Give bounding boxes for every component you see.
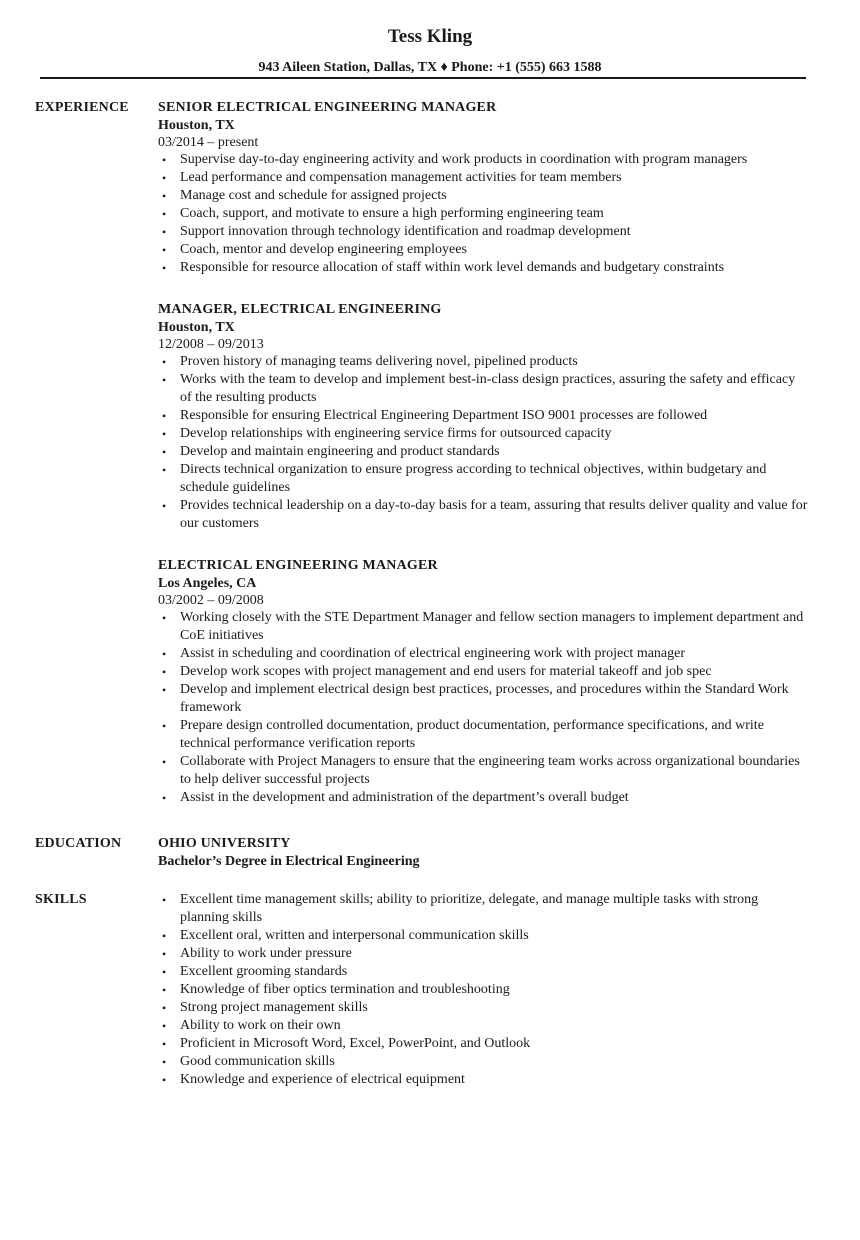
bullet-icon: • bbox=[162, 153, 167, 167]
bullet-icon: • bbox=[162, 373, 167, 387]
skill-item bbox=[158, 981, 808, 999]
job-title: MANAGER, ELECTRICAL ENGINEERING bbox=[158, 302, 442, 317]
bullet-icon: • bbox=[162, 1055, 167, 1069]
bullet-icon: • bbox=[162, 719, 167, 733]
bullet-icon: • bbox=[162, 611, 167, 625]
bullet-text: Coach, support, and motivate to ensure a high performing engineering team bbox=[180, 206, 604, 221]
bullet-icon: • bbox=[162, 225, 167, 239]
school-name: OHIO UNIVERSITY bbox=[158, 836, 291, 851]
bullet-icon: • bbox=[162, 189, 167, 203]
skill-text: Excellent oral, written and interpersonal communication skills bbox=[180, 928, 529, 943]
skill-item bbox=[158, 927, 808, 945]
bullet-text: Develop and implement electrical design best practices, processes, and procedures within the Standard Work framework bbox=[180, 682, 789, 715]
bullet-text: Assist in the development and administration of the department’s overall budget bbox=[180, 790, 629, 805]
bullet-item bbox=[158, 241, 808, 259]
skills-body bbox=[158, 891, 808, 1089]
job-location: Houston, TX bbox=[158, 118, 235, 133]
bullet-item bbox=[158, 789, 808, 807]
skill-text: Excellent grooming standards bbox=[180, 964, 348, 979]
bullet-icon: • bbox=[162, 647, 167, 661]
job-bullets bbox=[158, 151, 808, 277]
skill-item bbox=[158, 1035, 808, 1053]
bullet-icon: • bbox=[162, 983, 167, 997]
bullet-icon: • bbox=[162, 1001, 167, 1015]
bullet-icon: • bbox=[162, 893, 167, 907]
bullet-item bbox=[158, 151, 808, 169]
job-dates: 12/2008 – 09/2013 bbox=[158, 337, 264, 352]
bullet-text: Responsible for ensuring Electrical Engineering Department ISO 9001 processes are followed bbox=[180, 408, 708, 423]
job-bullets bbox=[158, 609, 808, 807]
bullet-text: Collaborate with Project Managers to ensure that the engineering team works across organizational boundaries to help deliver successful projects bbox=[180, 754, 800, 787]
bullet-icon: • bbox=[162, 755, 167, 769]
bullet-item bbox=[158, 461, 808, 497]
bullet-text: Working closely with the STE Department Manager and fellow section managers to implement department and CoE initiatives bbox=[180, 610, 804, 643]
bullet-icon: • bbox=[162, 463, 167, 477]
bullet-text: Directs technical organization to ensure progress according to technical objectives, within budgetary and schedule guidelines bbox=[180, 462, 767, 495]
skill-text: Knowledge of fiber optics termination and troubleshooting bbox=[180, 982, 510, 997]
section-label-skills: SKILLS bbox=[35, 892, 87, 907]
bullet-item bbox=[158, 205, 808, 223]
bullet-icon: • bbox=[162, 427, 167, 441]
bullet-item bbox=[158, 223, 808, 241]
bullet-item bbox=[158, 407, 808, 425]
candidate-name: Tess Kling bbox=[387, 26, 473, 47]
bullet-icon: • bbox=[162, 261, 167, 275]
job-location: Los Angeles, CA bbox=[158, 576, 257, 591]
contact-line: 943 Aileen Station, Dallas, TX ♦ Phone: +1 (555) 663 1588 bbox=[258, 60, 602, 75]
skill-item bbox=[158, 891, 808, 927]
job-location: Houston, TX bbox=[158, 320, 235, 335]
bullet-item bbox=[158, 371, 808, 407]
skill-text: Excellent time management skills; ability to prioritize, delegate, and manage multiple tasks with strong planning skills bbox=[180, 892, 759, 925]
skill-text: Knowledge and experience of electrical equipment bbox=[180, 1072, 465, 1087]
education-body bbox=[158, 835, 808, 871]
skill-item bbox=[158, 963, 808, 981]
job-entry bbox=[158, 99, 808, 277]
bullet-item bbox=[158, 443, 808, 461]
skills-list bbox=[158, 891, 808, 1089]
job-title: SENIOR ELECTRICAL ENGINEERING MANAGER bbox=[158, 100, 497, 115]
skill-text: Strong project management skills bbox=[180, 1000, 368, 1015]
skill-item bbox=[158, 999, 808, 1017]
bullet-text: Develop and maintain engineering and product standards bbox=[180, 444, 500, 459]
bullet-item bbox=[158, 681, 808, 717]
bullet-icon: • bbox=[162, 791, 167, 805]
bullet-icon: • bbox=[162, 355, 167, 369]
skill-item bbox=[158, 1053, 808, 1071]
degree-name: Bachelor’s Degree in Electrical Engineering bbox=[158, 854, 420, 869]
bullet-item bbox=[158, 353, 808, 371]
bullet-text: Responsible for resource allocation of staff within work level demands and budgetary constraints bbox=[180, 260, 725, 275]
bullet-text: Assist in scheduling and coordination of electrical engineering work with project manager bbox=[180, 646, 686, 661]
bullet-text: Coach, mentor and develop engineering employees bbox=[180, 242, 467, 257]
bullet-icon: • bbox=[162, 171, 167, 185]
job-title: ELECTRICAL ENGINEERING MANAGER bbox=[158, 558, 438, 573]
bullet-text: Supervise day-to-day engineering activity and work products in coordination with program managers bbox=[180, 152, 748, 167]
bullet-item bbox=[158, 259, 808, 277]
job-bullets bbox=[158, 353, 808, 533]
skill-item bbox=[158, 945, 808, 963]
job-dates: 03/2002 – 09/2008 bbox=[158, 593, 264, 608]
bullet-icon: • bbox=[162, 409, 167, 423]
skill-item bbox=[158, 1071, 808, 1089]
header-divider bbox=[40, 77, 806, 79]
bullet-text: Develop relationships with engineering service firms for outsourced capacity bbox=[180, 426, 612, 441]
bullet-item bbox=[158, 169, 808, 187]
bullet-icon: • bbox=[162, 1037, 167, 1051]
bullet-icon: • bbox=[162, 947, 167, 961]
bullet-icon: • bbox=[162, 207, 167, 221]
skill-text: Proficient in Microsoft Word, Excel, PowerPoint, and Outlook bbox=[180, 1036, 531, 1051]
bullet-icon: • bbox=[162, 965, 167, 979]
bullet-item bbox=[158, 663, 808, 681]
bullet-item bbox=[158, 753, 808, 789]
job-entry bbox=[158, 301, 808, 533]
bullet-icon: • bbox=[162, 683, 167, 697]
experience-body bbox=[158, 99, 808, 831]
skill-text: Ability to work under pressure bbox=[180, 946, 352, 961]
job-entry bbox=[158, 557, 808, 807]
bullet-icon: • bbox=[162, 665, 167, 679]
bullet-item bbox=[158, 717, 808, 753]
bullet-item bbox=[158, 609, 808, 645]
bullet-text: Provides technical leadership on a day-to-day basis for a team, assuring that results deliver quality and value for our customers bbox=[180, 498, 808, 531]
bullet-icon: • bbox=[162, 1019, 167, 1033]
bullet-item bbox=[158, 645, 808, 663]
bullet-icon: • bbox=[162, 445, 167, 459]
section-label-experience: EXPERIENCE bbox=[35, 100, 129, 115]
skill-text: Good communication skills bbox=[180, 1054, 335, 1069]
section-label-education: EDUCATION bbox=[35, 836, 122, 851]
bullet-icon: • bbox=[162, 243, 167, 257]
bullet-icon: • bbox=[162, 929, 167, 943]
bullet-item bbox=[158, 425, 808, 443]
bullet-item bbox=[158, 187, 808, 205]
bullet-icon: • bbox=[162, 499, 167, 513]
job-dates: 03/2014 – present bbox=[158, 135, 259, 150]
bullet-text: Prepare design controlled documentation, product documentation, performance specifications, and write technical performance verification reports bbox=[180, 718, 764, 751]
bullet-text: Manage cost and schedule for assigned projects bbox=[180, 188, 447, 203]
bullet-item bbox=[158, 497, 808, 533]
bullet-text: Develop work scopes with project management and end users for material takeoff and job spec bbox=[180, 664, 712, 679]
skill-text: Ability to work on their own bbox=[180, 1018, 341, 1033]
bullet-text: Support innovation through technology identification and roadmap development bbox=[180, 224, 631, 239]
skill-item bbox=[158, 1017, 808, 1035]
bullet-text: Proven history of managing teams delivering novel, pipelined products bbox=[180, 354, 578, 369]
bullet-text: Works with the team to develop and implement best-in-class design practices, assuring the safety and efficacy of the resulting products bbox=[180, 372, 796, 405]
bullet-icon: • bbox=[162, 1073, 167, 1087]
bullet-text: Lead performance and compensation management activities for team members bbox=[180, 170, 622, 185]
